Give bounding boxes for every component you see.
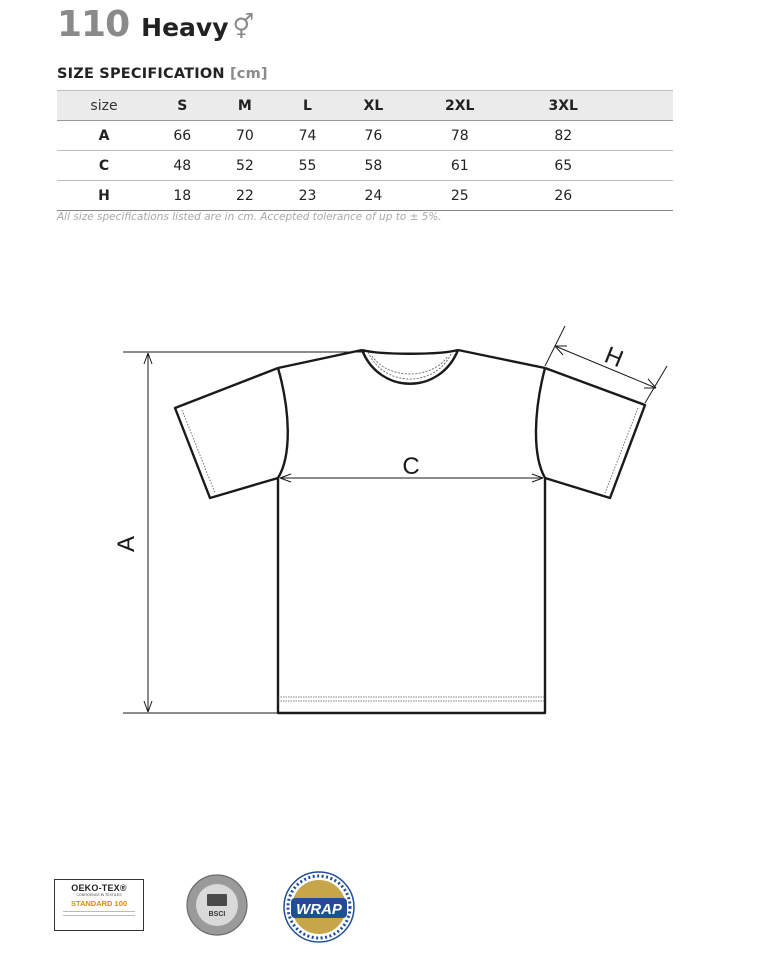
row-key: A [57,121,151,151]
bsci-logo [185,873,249,937]
unisex-icon: ⚥ [232,13,255,41]
table-cell: 58 [339,151,408,181]
table-cell: 70 [214,121,277,151]
section-title [57,66,268,82]
product-code: 110 [57,4,130,45]
size-col-header: L [276,91,339,121]
oeko-subtitle: CONFIDENCE IN TEXTILES [76,893,122,897]
table-cell: 24 [339,181,408,211]
table-cell: 22 [214,181,277,211]
table-cell: 74 [276,121,339,151]
size-col-header: 3XL [511,91,615,121]
size-col-header: XL [339,91,408,121]
oeko-tex-logo [54,879,144,931]
section-title-text: SIZE SPECIFICATION [57,66,225,82]
table-cell: 65 [511,151,615,181]
size-header-label: size [57,91,151,121]
tshirt-stitching [182,352,638,701]
table-cell: 23 [276,181,339,211]
label-a: A [113,535,140,553]
product-name: Heavy [141,13,229,42]
row-key: H [57,181,151,211]
table-cell: 78 [408,121,511,151]
table-spacer [615,121,673,151]
table-row [57,121,673,151]
product-header [57,4,254,48]
size-header-row [57,91,673,121]
tolerance-footnote: All size specifications listed are in cm. Accepted tolerance of up to ± 5%. [57,211,442,223]
table-cell: 66 [151,121,214,151]
size-col-header: 2XL [408,91,511,121]
table-spacer [615,91,673,121]
table-cell: 82 [511,121,615,151]
table-cell: 52 [214,151,277,181]
certification-logos [0,860,757,960]
table-row [57,181,673,211]
table-cell: 55 [276,151,339,181]
label-h: H [600,341,627,374]
size-col-header: M [214,91,277,121]
table-cell: 25 [408,181,511,211]
size-table [57,90,673,211]
label-c: C [402,453,420,480]
table-spacer [615,151,673,181]
table-spacer [615,181,673,211]
bsci-text: BSCI [208,911,226,918]
table-cell: 26 [511,181,615,211]
table-cell: 48 [151,151,214,181]
table-row [57,151,673,181]
table-cell: 76 [339,121,408,151]
oeko-title: OEKO-TEX® [71,883,127,893]
oeko-standard: STANDARD 100 [70,899,128,908]
section-unit: [cm] [229,66,268,82]
wrap-logo [282,870,356,944]
oeko-fine-print [63,911,135,916]
size-col-header: S [151,91,214,121]
table-cell: 18 [151,181,214,211]
row-key: C [57,151,151,181]
wrap-text: WRAP [296,901,342,918]
tshirt-measurement-diagram [0,300,757,740]
tshirt-outline [175,350,645,713]
dimension-a [123,352,365,713]
table-cell: 61 [408,151,511,181]
